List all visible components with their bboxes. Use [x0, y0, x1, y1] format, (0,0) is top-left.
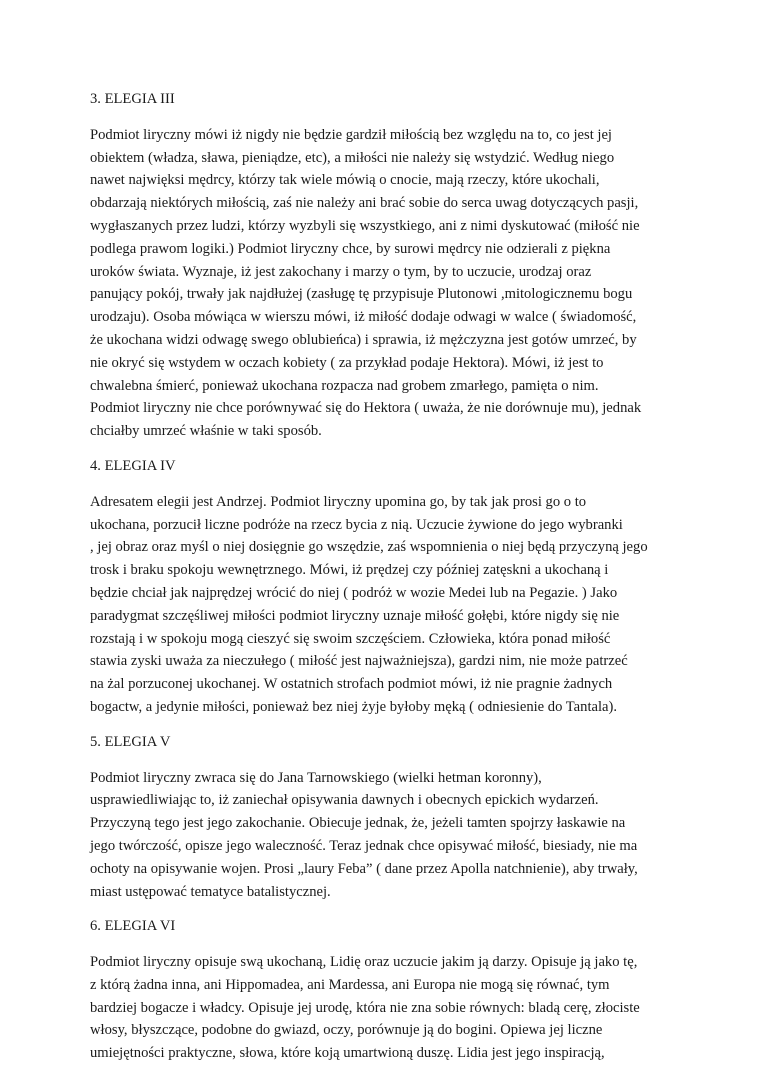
section-paragraph	[90, 767, 680, 904]
paragraph-line: wygłaszanych przez ludzi, którzy wyzbyli się wszystkiego, ani z nimi dyskutować (miłość nie	[90, 217, 640, 234]
section-heading: 6. ELEGIA VI	[90, 918, 176, 935]
paragraph-line: panujący pokój, trwały jak najdłużej (zasługę tę przypisuje Plutonowi ,mitologicznemu bogu	[90, 286, 633, 303]
paragraph-line: Przyczyną tego jest jego zakochanie. Obiecuje jednak, że, jeżeli tamten spojrzy łaskawie na	[90, 815, 626, 832]
paragraph-line: jego twórczość, opisze jego waleczność. Teraz jednak chce opisywać miłość, biesiady, nie ma	[90, 837, 638, 854]
paragraph-line: stawia zyski uważa za nieczułego ( miłość jest najważniejsza), gardzi nim, nie może patrzeć	[90, 653, 628, 670]
paragraph-line: paradygmat szczęśliwej miłości podmiot liryczny uznaje miłość gołębi, które nigdy się nie	[90, 607, 620, 624]
section-paragraph	[90, 951, 680, 1065]
paragraph-line: , jej obraz oraz myśl o niej dosięgnie go wszędzie, zaś wspomnienia o niej będą przyczyną jego	[90, 539, 648, 556]
paragraph-line: nawet najwięksi mędrcy, którzy tak wiele mówią o cnocie, mają rzeczy, które ukochali,	[90, 172, 600, 189]
paragraph-line: urodzaju). Osoba mówiąca w wierszu mówi, iż miłość dodaje odwagi w walce ( świadomość,	[90, 309, 637, 326]
paragraph-line: obiektem (władza, sława, pieniądze, etc), a miłości nie należy się wstydzić. Według niego	[90, 149, 615, 166]
document-page	[90, 88, 680, 1077]
paragraph-line: włosy, błyszczące, podobne do gwiazd, oczy, porównuje ją do bogini. Opiewa jej liczne	[90, 1022, 603, 1039]
paragraph-line: rozstają i w spokoju mogą cieszyć się swoim szczęściem. Człowieka, która ponad miłość	[90, 630, 611, 647]
section-heading: 4. ELEGIA IV	[90, 457, 176, 474]
paragraph-line: będzie chciał jak najprędzej wrócić do niej ( podróż w wozie Medei lub na Pegazie. ) Jako	[90, 584, 618, 601]
paragraph-line: trosk i braku spokoju wewnętrznego. Mówi, iż prędzej czy później zatęskni a ukochaną i	[90, 562, 609, 579]
paragraph-line: że ukochana widzi odwagę swego oblubieńca) i sprawia, iż mężczyzna jest gotów umrzeć, by	[90, 331, 637, 348]
paragraph-line: ukochana, porzucił liczne podróże na rzecz bycia z nią. Uczucie żywione do jego wybranki	[90, 516, 623, 533]
section-heading: 3. ELEGIA III	[90, 91, 175, 107]
section-paragraph	[90, 124, 680, 443]
paragraph-line: usprawiedliwiając to, iż zaniechał opisywania dawnych i obecnych epickich wydarzeń.	[90, 792, 599, 809]
paragraph-line: Podmiot liryczny nie chce porównywać się do Hektora ( uważa, że nie dorównuje mu), jednak	[90, 400, 642, 417]
paragraph-line: miast ustępować tematyce batalistycznej.	[90, 883, 331, 900]
paragraph-line: bogactw, a jedynie miłości, ponieważ bez niej żyje byłoby męką ( odniesienie do Tantala).	[90, 698, 618, 715]
paragraph-line: Podmiot liryczny mówi iż nigdy nie będzie gardził miłością bez względu na to, co jest jej	[90, 126, 612, 143]
paragraph-line: ochoty na opisywanie wojen. Prosi „laury Feba” ( dane przez Apolla natchnienie), aby trwały,	[90, 860, 638, 877]
paragraph-line: Podmiot liryczny opisuje swą ukochaną, Lidię oraz uczucie jakim ją darzy. Opisuje ją jako tę,	[90, 954, 638, 971]
paragraph-line: obdarzają niektórych miłością, zaś nie należy ani brać sobie do serca uwag dotyczących pasji,	[90, 195, 639, 212]
paragraph-line: uroków świata. Wyznaje, iż jest zakochany i marzy o tym, by to uczucie, urodzaj oraz	[90, 263, 592, 280]
section-heading: 5. ELEGIA V	[90, 733, 171, 750]
paragraph-line: Adresatem elegii jest Andrzej. Podmiot liryczny upomina go, by tak jak prosi go o to	[90, 493, 587, 510]
paragraph-line: Podmiot liryczny zwraca się do Jana Tarnowskiego (wielki hetman koronny),	[90, 769, 542, 786]
paragraph-line: nie okryć się wstydem w oczach kobiety ( za przykład podaje Hektora). Mówi, iż jest to	[90, 354, 604, 371]
paragraph-line: chciałby umrzeć właśnie w taki sposób.	[90, 423, 322, 440]
paragraph-line: z którą żadna inna, ani Hippomadea, ani Mardessa, ani Europa nie mogą się równać, tym	[90, 976, 610, 993]
section-paragraph	[90, 491, 680, 719]
paragraph-line: umiejętności praktyczne, słowa, które koją umartwioną duszę. Lidia jest jego inspiracją,	[90, 1045, 605, 1062]
paragraph-line: podlega prawom logiki.) Podmiot liryczny chce, by surowi mędrcy nie odzierali z piękna	[90, 240, 611, 257]
paragraph-line: chwalebna śmierć, ponieważ ukochana rozpacza nad grobem zmarłego, pamięta o nim.	[90, 377, 599, 394]
paragraph-line: na żal porzuconej ukochanej. W ostatnich strofach podmiot mówi, iż nie pragnie żadnych	[90, 676, 613, 693]
paragraph-line: bardziej bogacze i władcy. Opisuje jej urodę, która nie zna sobie równych: bladą cerę, złociste	[90, 999, 640, 1016]
document-body	[90, 88, 680, 1065]
